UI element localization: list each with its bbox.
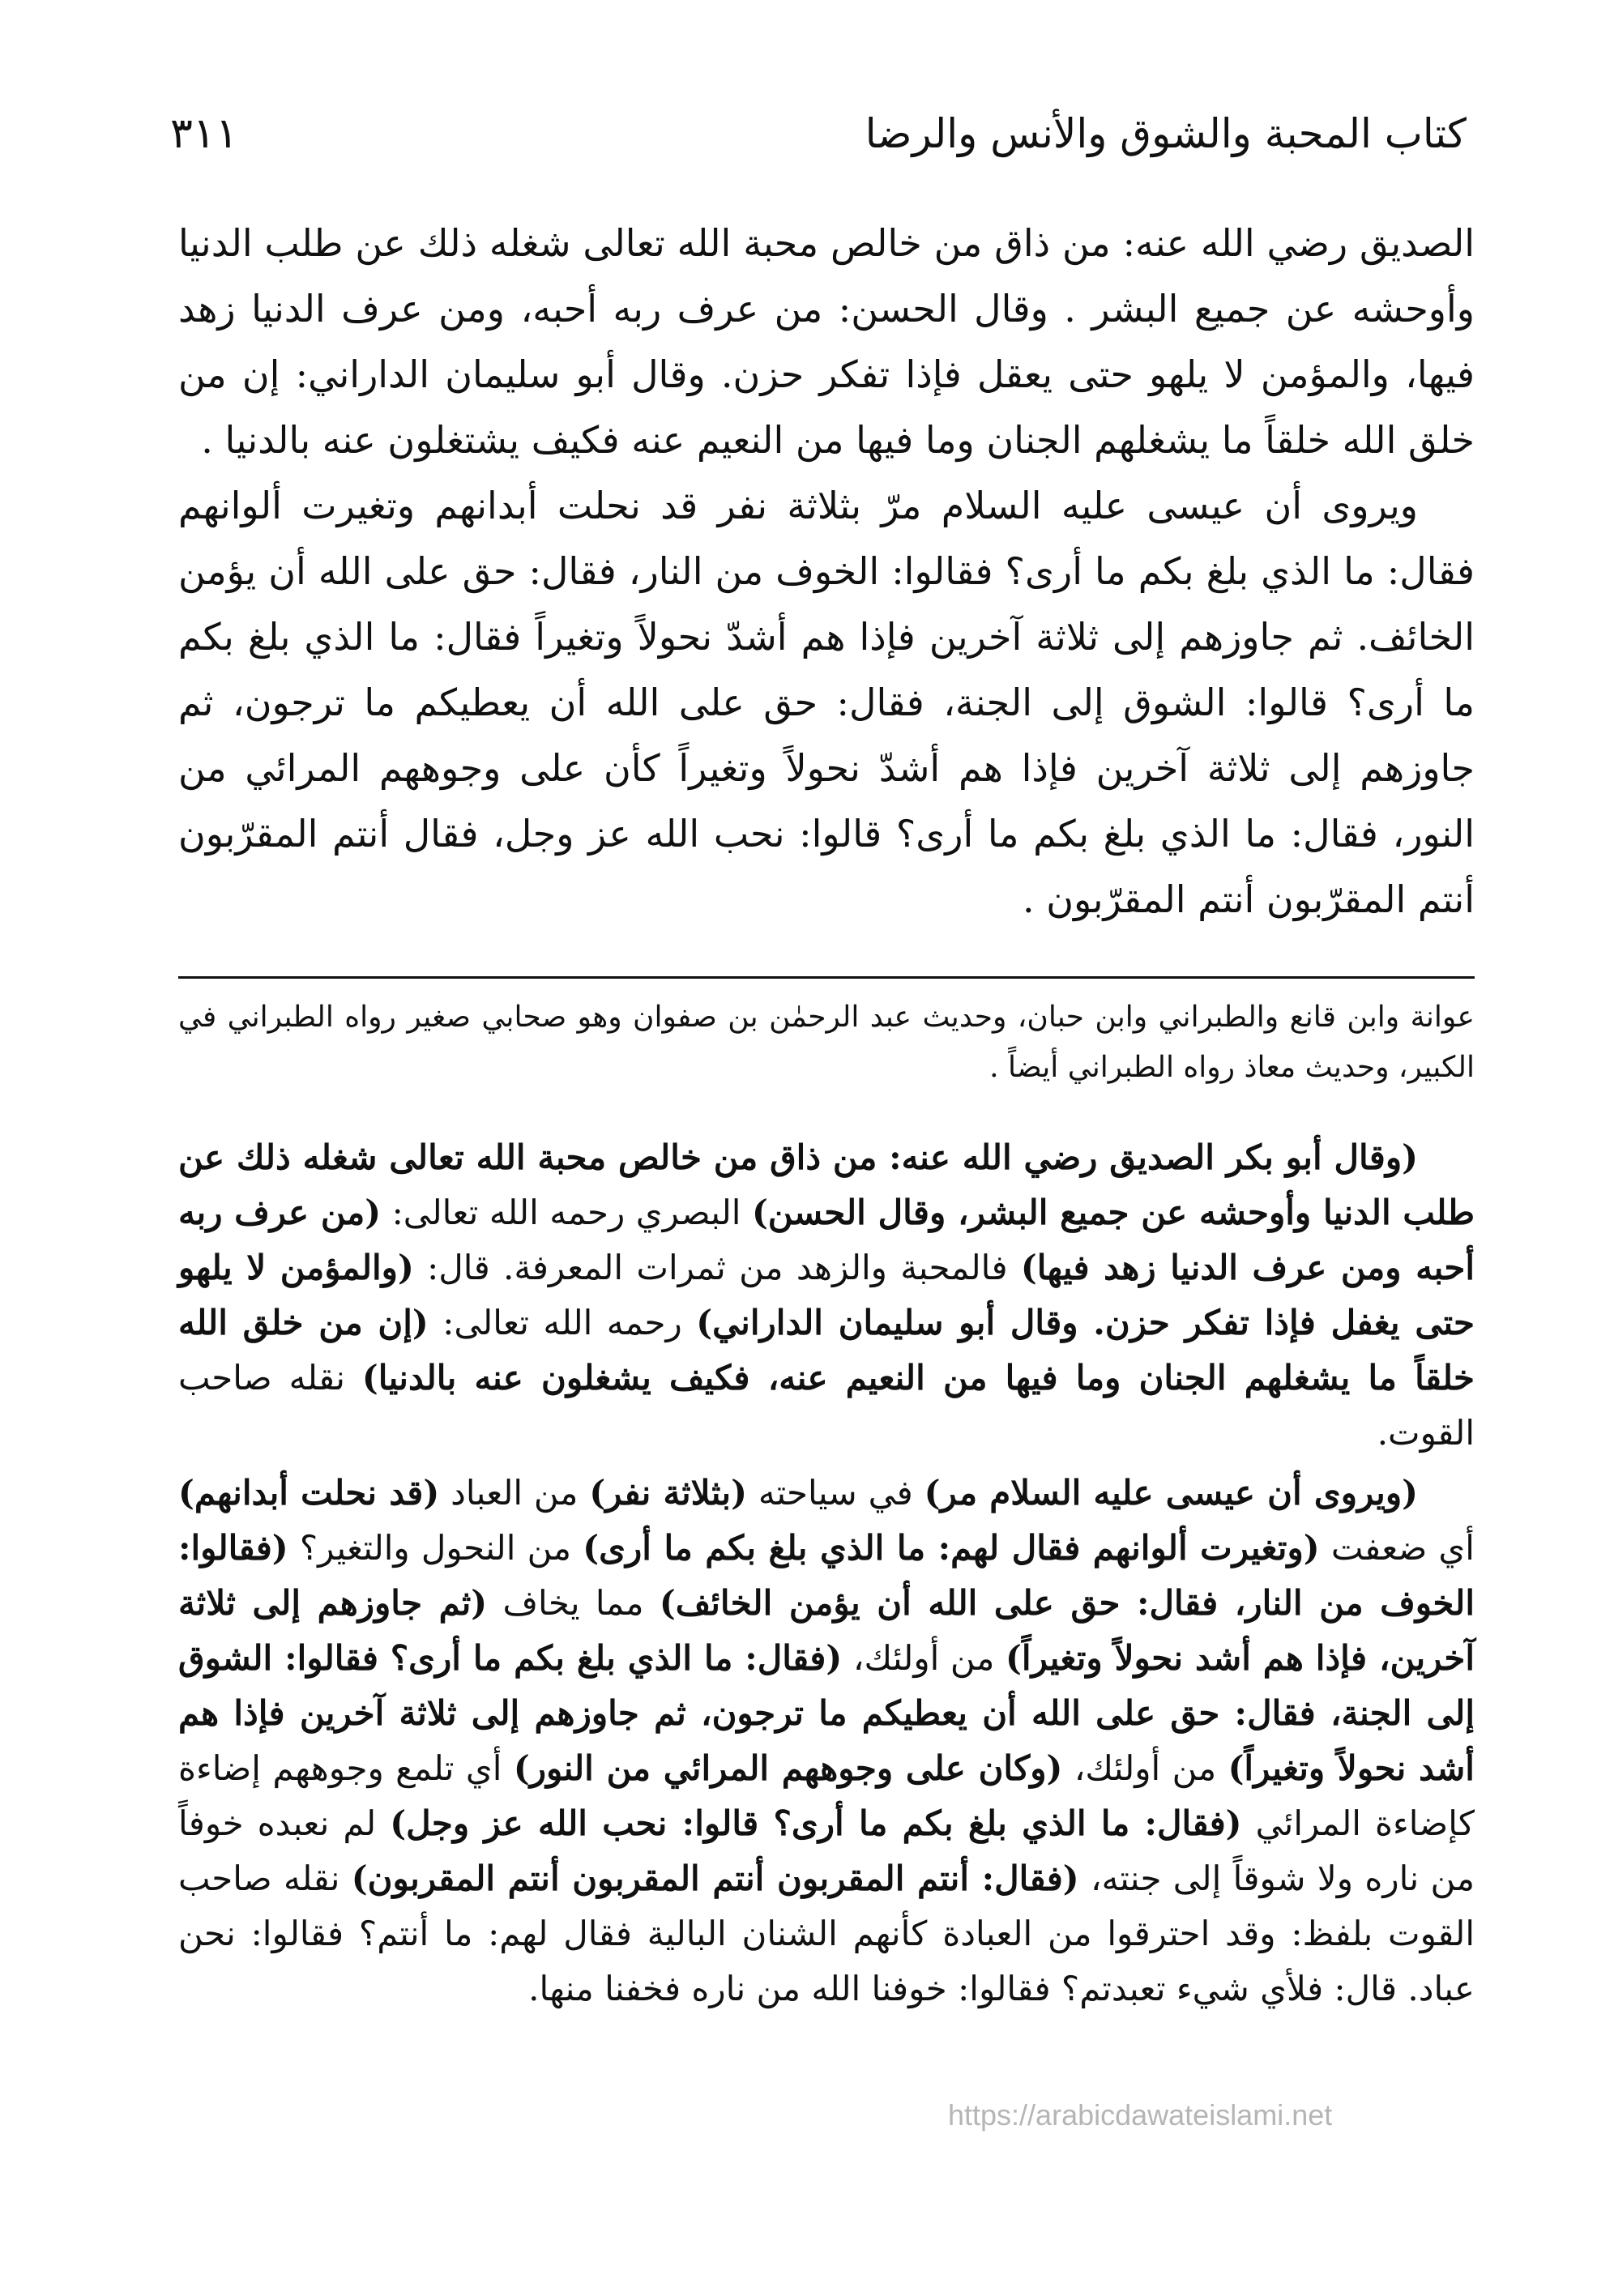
- quoted-text: (فقال: ما الذي بلغ بكم ما أرى؟ قالوا: نحب الله عز وجل): [390, 1803, 1242, 1843]
- page-header: [170, 97, 1467, 170]
- quoted-text: (وتغيرت ألوانهم فقال لهم: ما الذي بلغ بكم ما أرى): [583, 1528, 1320, 1568]
- footnote: [178, 992, 1475, 1093]
- explanation-text: رحمه الله تعالى:: [428, 1303, 697, 1342]
- explanation-text: في سياحته: [746, 1473, 924, 1513]
- explanation-text: أي ضعفت: [1319, 1528, 1475, 1568]
- explanation-text: من العباد: [439, 1473, 590, 1513]
- explanation-text: نقله صاحب القوت.: [178, 1358, 1475, 1453]
- quoted-text: (فقالوا: الخوف من النار، فقال: حق على الله أن يؤمن الخائف): [178, 1528, 1475, 1623]
- explanation-text: من النحول والتغير؟: [288, 1528, 583, 1568]
- main-paragraph-1: الصديق رضي الله عنه: من ذاق من خالص محبة الله تعالى شغله ذلك عن طلب الدنيا وأوحشه عن جميع البشر . وقال الحسن: من عرف ربه أحبه، ومن عرف الدنيا زهد فيها، والمؤمن لا يلهو حتى يعقل فإذا تفكر حزن. وقال أبو سليمان الداراني: إن من خلق الله خلقاً ما يشغلهم الجنان وما فيها من النعيم عنه فكيف يشتغلون عنه بالدنيا .: [178, 221, 1475, 462]
- explanation-text: نقله صاحب القوت بلفظ: وقد احترقوا من العبادة كأنهم الشنان البالية فقال لهم: ما أنتم؟ فقالوا: نحن عباد. قال: فلأي شيء تعبدتم؟ فقالوا: خوفنا الله من ناره فخفنا منها.: [178, 1859, 1475, 2008]
- quoted-text: (ثم جاوزهم إلى ثلاثة آخرين، فإذا هم أشد نحولاً وتغيراً): [178, 1583, 1475, 1678]
- explanation-text: البصري رحمه الله تعالى:: [381, 1193, 752, 1232]
- quoted-text: (فقال: ما الذي بلغ بكم ما أرى؟ فقالوا: الشوق إلى الجنة، فقال: حق على الله أن يعطيكم ما ترجون، ثم جاوزهم إلى ثلاثة آخرين فإذا هم أشد نحولاً وتغيراً): [178, 1638, 1475, 1788]
- quoted-text: (فقال: أنتم المقربون أنتم المقربون أنتم المقربون): [351, 1859, 1079, 1898]
- quoted-text: (ويروى أن عيسى عليه السلام مر): [924, 1473, 1419, 1513]
- explanation-text: فالمحبة والزهد من ثمرات المعرفة. قال:: [413, 1248, 1021, 1287]
- quoted-text: (من عرف ربه أحبه ومن عرف الدنيا زهد فيها): [178, 1193, 1475, 1287]
- explanation-text: لم نعبده خوفاً من ناره ولا شوقاً إلى جنته،: [178, 1803, 1475, 1898]
- footnote-text: عوانة وابن قانع والطبراني وابن حبان، وحديث عبد الرحمٰن بن صفوان وهو صحابي صغير رواه الطبراني في الكبير، وحديث معاذ رواه الطبراني أيضاً .: [178, 1001, 1475, 1084]
- quoted-text: (والمؤمن لا يلهو حتى يغفل فإذا تفكر حزن. وقال أبو سليمان الداراني): [178, 1248, 1475, 1342]
- quoted-text: (وكان على وجوههم المرائي من النور): [513, 1748, 1063, 1788]
- commentary: [178, 1130, 1475, 2021]
- page-number: ٣١١: [170, 109, 238, 158]
- commentary-paragraph-2: [178, 1466, 1475, 2016]
- footnote-divider: [178, 976, 1475, 979]
- quoted-text: (قد نحلت أبدانهم): [178, 1473, 440, 1513]
- quoted-text: (بثلاثة نفر): [589, 1473, 747, 1513]
- commentary-paragraph-1: [178, 1130, 1475, 1461]
- main-paragraph-2: ويروى أن عيسى عليه السلام مرّ بثلاثة نفر قد نحلت أبدانهم وتغيرت ألوانهم فقال: ما الذي بلغ بكم ما أرى؟ فقالوا: الخوف من النار، فقال: حق على الله أن يؤمن الخائف. ثم جاوزهم إلى ثلاثة آخرين فإذا هم أشدّ نحولاً وتغيراً فقال: ما الذي بلغ بكم ما أرى؟ قالوا: الشوق إلى الجنة، فقال: حق على الله أن يعطيكم ما ترجون، ثم جاوزهم إلى ثلاثة آخرين فإذا هم أشدّ نحولاً وتغيراً كأن على وجوههم المرائي من النور، فقال: ما الذي بلغ بكم ما أرى؟ قالوا: نحب الله عز وجل، فقال أنتم المقرّبون أنتم المقرّبون أنتم المقرّبون .: [178, 484, 1475, 921]
- quoted-text: (وقال أبو بكر الصديق رضي الله عنه: من ذاق من خالص محبة الله تعالى شغله ذلك عن طلب الدنيا وأوحشه عن جميع البشر، وقال الحسن): [178, 1137, 1475, 1232]
- main-text: [178, 211, 1475, 932]
- explanation-text: من أولئك،: [1062, 1748, 1228, 1788]
- quoted-text: (إن من خلق الله خلقاً ما يشغلهم الجنان وما فيها من النعيم عنه، فكيف يشغلون عنه بالدنيا): [178, 1303, 1475, 1398]
- explanation-text: مما يخاف: [487, 1583, 660, 1623]
- explanation-text: من أولئك،: [842, 1638, 1006, 1678]
- watermark-url: https://arabicdawateislami.net: [948, 2098, 1333, 2132]
- explanation-text: أي تلمع وجوههم إضاءة كإضاءة المرائي: [178, 1748, 1475, 1843]
- running-title: كتاب المحبة والشوق والأنس والرضا: [865, 110, 1467, 157]
